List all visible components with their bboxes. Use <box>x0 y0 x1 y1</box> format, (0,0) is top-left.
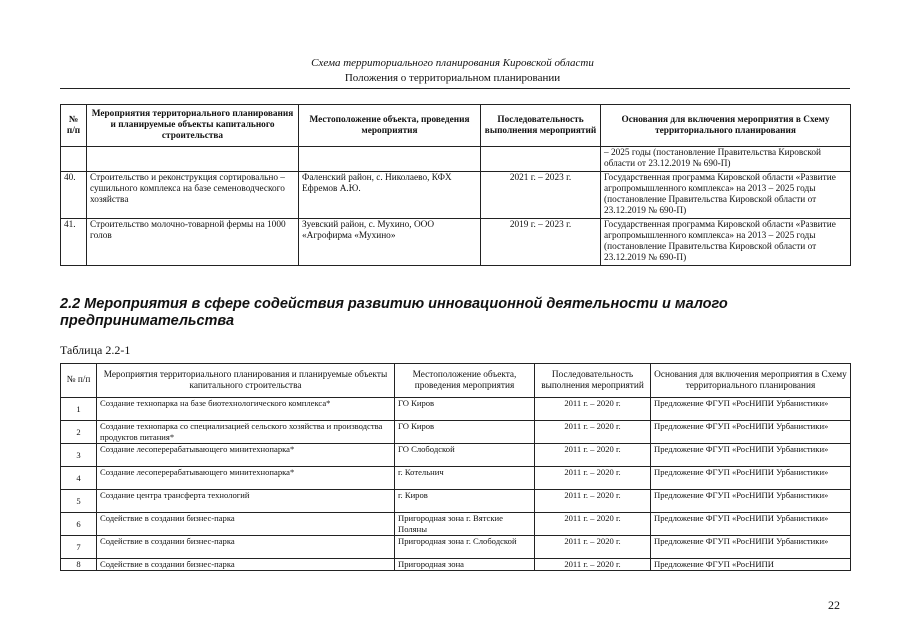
events-table-continued <box>60 104 851 266</box>
document-header-subtitle: Положения о территориальном планировании <box>344 72 561 84</box>
table-row <box>61 219 851 266</box>
table-row <box>61 467 851 490</box>
row-number: 40. <box>61 172 87 219</box>
row-period: 2011 г. – 2020 г. <box>535 490 651 513</box>
table-row <box>61 398 851 421</box>
table-row <box>61 536 851 559</box>
row-event: Создание лесоперерабатывающего минитехнопарка* <box>97 467 395 490</box>
row-basis: Предложение ФГУП «РосНИПИ Урбанистики» <box>651 398 851 421</box>
column-header-period: Последовательность выполнения мероприятий <box>535 364 651 398</box>
table-row <box>61 421 851 444</box>
row-basis: Предложение ФГУП «РосНИПИ Урбанистики» <box>651 444 851 467</box>
row-basis: Предложение ФГУП «РосНИПИ Урбанистики» <box>651 467 851 490</box>
column-header-number: № п/п <box>61 105 87 147</box>
row-event: Создание технопарка со специализацией сельского хозяйства и производства продуктов питания* <box>97 421 395 444</box>
row-event: Строительство и реконструкция сортировально – сушильного комплекса на базе семеноводческого хозяйства <box>87 172 299 219</box>
row-basis: Предложение ФГУП «РосНИПИ Урбанистики» <box>651 513 851 536</box>
continuation-basis: – 2025 годы (постановление Правительства Кировской области от 23.12.2019 № 690-П) <box>601 147 851 172</box>
table-row-continuation <box>61 147 851 172</box>
row-number: 2 <box>61 421 97 444</box>
row-location: ГО Слободской <box>395 444 535 467</box>
row-event: Создание центра трансферта технологий <box>97 490 395 513</box>
row-location: Зуевский район, с. Мухино, ООО «Агрофирма «Мухино» <box>299 219 481 266</box>
row-location: ГО Киров <box>395 421 535 444</box>
table-row <box>61 559 851 571</box>
column-header-event: Мероприятия территориального планирования и планируемые объекты капитального строительства <box>87 105 299 147</box>
header-divider <box>60 88 850 89</box>
row-location: г. Котельнич <box>395 467 535 490</box>
row-period: 2011 г. – 2020 г. <box>535 444 651 467</box>
row-location: Пригородная зона <box>395 559 535 571</box>
row-number: 5 <box>61 490 97 513</box>
row-period: 2011 г. – 2020 г. <box>535 513 651 536</box>
row-basis: Предложение ФГУП «РосНИПИ <box>651 559 851 571</box>
table-row <box>61 444 851 467</box>
document-header-title: Схема территориального планирования Кировской области <box>311 57 594 69</box>
table-row <box>61 513 851 536</box>
row-period: 2011 г. – 2020 г. <box>535 421 651 444</box>
row-location: г. Киров <box>395 490 535 513</box>
row-period: 2021 г. – 2023 г. <box>481 172 601 219</box>
row-period: 2011 г. – 2020 г. <box>535 536 651 559</box>
row-event: Содействие в создании бизнес-парка <box>97 513 395 536</box>
row-period: 2011 г. – 2020 г. <box>535 559 651 571</box>
row-location: Пригородная зона г. Слободской <box>395 536 535 559</box>
row-location: Фаленский район, с. Николаево, КФХ Ефремов А.Ю. <box>299 172 481 219</box>
row-basis: Предложение ФГУП «РосНИПИ Урбанистики» <box>651 421 851 444</box>
column-header-basis: Основания для включения мероприятия в Схему территориального планирования <box>651 364 851 398</box>
row-event: Содействие в создании бизнес-парка <box>97 559 395 571</box>
row-event: Содействие в создании бизнес-парка <box>97 536 395 559</box>
column-header-number: № п/п <box>61 364 97 398</box>
row-basis: Предложение ФГУП «РосНИПИ Урбанистики» <box>651 490 851 513</box>
row-number: 8 <box>61 559 97 571</box>
column-header-event: Мероприятия территориального планирования и планируемые объекты капитального строительства <box>97 364 395 398</box>
row-number: 7 <box>61 536 97 559</box>
row-event: Создание технопарка на базе биотехнологического комплекса* <box>97 398 395 421</box>
section-heading: 2.2 Мероприятия в сфере содействия развитию инновационной деятельности и малого предпринимательства <box>60 296 728 329</box>
column-header-period: Последовательность выполнения мероприятий <box>481 105 601 147</box>
column-header-location: Местоположение объекта, проведения мероприятия <box>299 105 481 147</box>
column-header-location: Местоположение объекта, проведения мероприятия <box>395 364 535 398</box>
row-number: 4 <box>61 467 97 490</box>
innovation-events-table <box>60 363 851 571</box>
row-basis: Предложение ФГУП «РосНИПИ Урбанистики» <box>651 536 851 559</box>
row-event: Строительство молочно-товарной фермы на 1000 голов <box>87 219 299 266</box>
table-row <box>61 172 851 219</box>
row-basis: Государственная программа Кировской области «Развитие агропромышленного комплекса» на 2013 – 2025 годы (постановление Правительства Кировской области от 23.12.2019 № 690-П) <box>601 219 851 266</box>
row-number: 1 <box>61 398 97 421</box>
table-caption: Таблица 2.2-1 <box>60 343 131 357</box>
column-header-basis: Основания для включения мероприятия в Схему территориального планирования <box>601 105 851 147</box>
row-number: 6 <box>61 513 97 536</box>
row-period: 2011 г. – 2020 г. <box>535 398 651 421</box>
row-basis: Государственная программа Кировской области «Развитие агропромышленного комплекса» на 2013 – 2025 годы (постановление Правительства Кировской области от 23.12.2019 № 690-П) <box>601 172 851 219</box>
row-period: 2019 г. – 2023 г. <box>481 219 601 266</box>
page-number: 22 <box>828 598 840 612</box>
row-number: 41. <box>61 219 87 266</box>
row-period: 2011 г. – 2020 г. <box>535 467 651 490</box>
row-location: Пригородная зона г. Вятские Поляны <box>395 513 535 536</box>
table-row <box>61 490 851 513</box>
row-number: 3 <box>61 444 97 467</box>
row-event: Создание лесоперерабатывающего минитехнопарка* <box>97 444 395 467</box>
row-location: ГО Киров <box>395 398 535 421</box>
